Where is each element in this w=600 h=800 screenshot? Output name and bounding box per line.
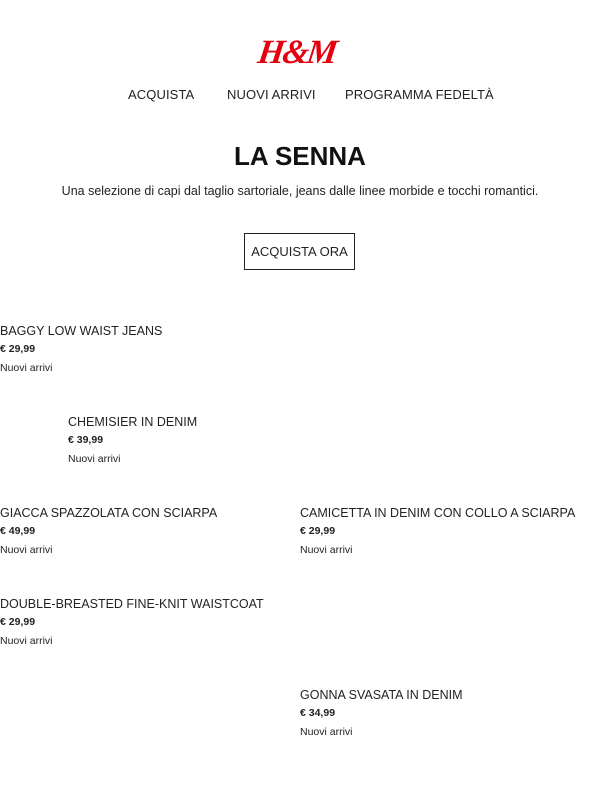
product-card[interactable] (300, 687, 463, 739)
product-name[interactable]: BAGGY LOW WAIST JEANS (0, 324, 163, 338)
product-price: € 39,99 (68, 434, 104, 446)
product-card[interactable] (0, 505, 217, 557)
product-tag: Nuovi arrivi (0, 635, 53, 647)
product-card[interactable] (0, 596, 264, 648)
main-nav (0, 87, 600, 103)
product-card[interactable] (300, 505, 575, 557)
product-price: € 29,99 (300, 525, 336, 537)
product-tag: Nuovi arrivi (300, 544, 353, 556)
nav-item-nuovi-arrivi[interactable]: NUOVI ARRIVI (227, 87, 316, 102)
product-price: € 29,99 (0, 343, 36, 355)
product-price: € 49,99 (0, 525, 36, 537)
product-name[interactable]: DOUBLE-BREASTED FINE-KNIT WAISTCOAT (0, 597, 264, 611)
hero-description: Una selezione di capi dal taglio sartoriale, jeans dalle linee morbide e tocchi romantici. (61, 184, 539, 198)
product-name[interactable]: CAMICETTA IN DENIM CON COLLO A SCIARPA (300, 506, 576, 520)
nav-item-acquista[interactable]: ACQUISTA (128, 87, 195, 102)
hm-logo[interactable] (255, 30, 338, 72)
product-name[interactable]: CHEMISIER IN DENIM (68, 415, 198, 429)
page-title: LA SENNA (234, 141, 366, 171)
product-name[interactable]: GIACCA SPAZZOLATA CON SCIARPA (0, 506, 218, 520)
product-tag: Nuovi arrivi (0, 362, 53, 374)
product-price: € 34,99 (300, 707, 336, 719)
product-tag: Nuovi arrivi (68, 453, 121, 465)
product-price: € 29,99 (0, 616, 36, 628)
product-tag: Nuovi arrivi (0, 544, 53, 556)
product-tag: Nuovi arrivi (300, 726, 353, 738)
product-card[interactable] (68, 414, 197, 466)
nav-item-programma-fedelta[interactable]: PROGRAMMA FEDELTÀ (345, 87, 494, 102)
product-card[interactable] (0, 323, 162, 375)
shop-now-button[interactable]: ACQUISTA ORA (244, 233, 355, 270)
hm-logo-text: H&M (255, 34, 338, 71)
product-name[interactable]: GONNA SVASATA IN DENIM (300, 688, 463, 702)
